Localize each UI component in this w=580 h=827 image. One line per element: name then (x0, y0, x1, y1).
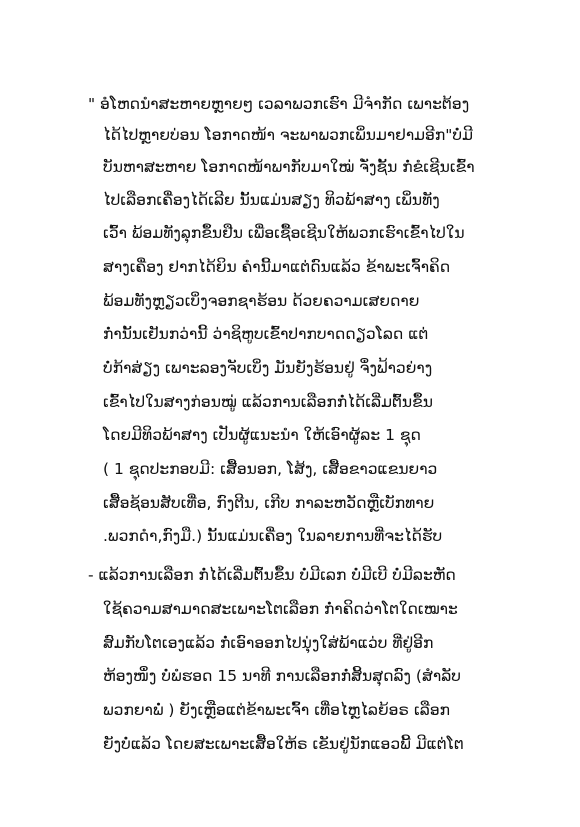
text-line: ສາງເຄື່ອງ ຢາກໄດ້ຍິນ ຄໍານີ້ມາແຕ່ດົນແລ້ວ ຂ້າພະເຈົ້າຄິດ (103, 258, 451, 276)
text-line: ບໍ່ກ້າສ່ຽງ ເພາະລອງຈັບເບິ່ງ ມັນຍັງຮ້ອນຢູ່ ຈຶ່ງຟ້າວຍ່າງ (103, 359, 433, 377)
text-line: ກໍ່ານັ້ນເຢັນກວ່ານີ້ ວ່າຊິຫູບເຂົ້າປາກບາດດຽວໂລດ ແຕ່ (103, 325, 429, 343)
text-line: ເສື້ອຊ້ອນສັບເທື່ອ, ກົງຕີນ, ເກີບ ກາລະຫວັດຫຼືເບັກທາຍ (103, 494, 435, 512)
text-line: .ພວກດໍາ,ກົງມື.) ນັ້ນແມ່ນເຄື່ອງ ໃນລາຍການທີ່ຈະໄດ້ຮັບ (103, 527, 443, 545)
text-line: ພ້ອມທັງຫຼຽວເບິ່ງຈອກຊາຮ້ອນ ດ້ວຍຄວາມເສຍດາຍ (103, 292, 420, 310)
text-line: ໂດຍມີທິວພ້າສາງ ເປັນຜູ້ແນະນໍາ ໃຫ້ເອົາຜູ້ລະ 1 ຊຸດ (103, 426, 421, 444)
text-line: ເວົ້າ ພ້ອມທັງລຸກຂຶ້ນຢືນ ເພື່ອເຊື້ອເຊີນໃຫ້ພວກເຮົາເຂົ້າໄປໃນ (103, 224, 465, 242)
text-line: ເຂົ້າໄປໃນສາງກ່ອນໝູ່ ແລ້ວການເລືອກກໍ່ໄດ້ເລີ່ມຕົ້ນຂຶ້ນ (103, 393, 433, 411)
text-line: ( 1 ຊຸດປະກອບມີ: ເສື້ອນອກ, ໂສ້ງ, ເສື້ອຂາວແຂນຍາວ (103, 460, 438, 478)
text-line: " ອໍໂຫດນໍາສະຫາຍຫຼາຍໆ ເວລາພວກເຮົາ ມີຈໍາກັດ ເພາະຕ້ອງ (88, 95, 470, 113)
text-line: ໃຊ້ຄວາມສາມາດສະເພາະໂຕເລືອກ ກໍ່າຄິດວ່າໂຕໃດເໝາະ (103, 600, 458, 618)
text-line: ຫ້ອງໜຶ່ງ ບໍ່ພໍຮອດ 15 ນາທີ ການເລືອກກໍ່ສິ້ນສຸດລົງ (ສໍາລັບ (103, 667, 461, 685)
text-line: ສົມກັບໂຕເອງແລ້ວ ກໍ່ເອົາອອກໄປນຸ່ງໃສ່ພ້າແວ່ບ ທີ່ຢູ່ອີກ (103, 634, 434, 652)
text-line: - ແລ້ວການເລືອກ ກໍ່ໄດ້ເລີ່ມຕົ້ນຂຶ້ນ ບໍ່ມີເລກ ບໍ່ມີເບີ ບໍ່ມີລະຫັດ (88, 566, 456, 584)
text-line: ບັນຫາສະຫາຍ ໂອກາດໜ້າພາກັບມາໃໝ່ ຈັ່ງຊັ້ນ ກໍ່ຂໍເຊີນເຂົ້າ (103, 158, 475, 176)
text-line: ຍັງບໍ່ແລ້ວ ໂດຍສະເພາະເສື້ອໃຫ້ຣ ເຂັນຢູ່ນັກແອວພີ້ ມີແຕ່ໂຕ (103, 735, 464, 753)
text-line: ໄປເລືອກເຄື່ອງໄດ້ເລີຍ ນັ້ນແມ່ນສຽງ ທິວພ້າສາງ ເພິ່ນທັງ (103, 191, 440, 209)
text-line: ໄດ້ໄປຫຼາຍບ່ອນ ໂອກາດໜ້າ ຈະພາພວກເພິ່ນມາຢາມອີກ"ບໍ່ມີ (103, 126, 473, 144)
text-line: ພວກຍາພໍ່ ) ຍັງເຫຼືອແຕ່ຂ້າພະເຈົ້າ ເທື່ອໄຫຼໄລຍ້ອຣ ເລືອກ (103, 701, 451, 719)
